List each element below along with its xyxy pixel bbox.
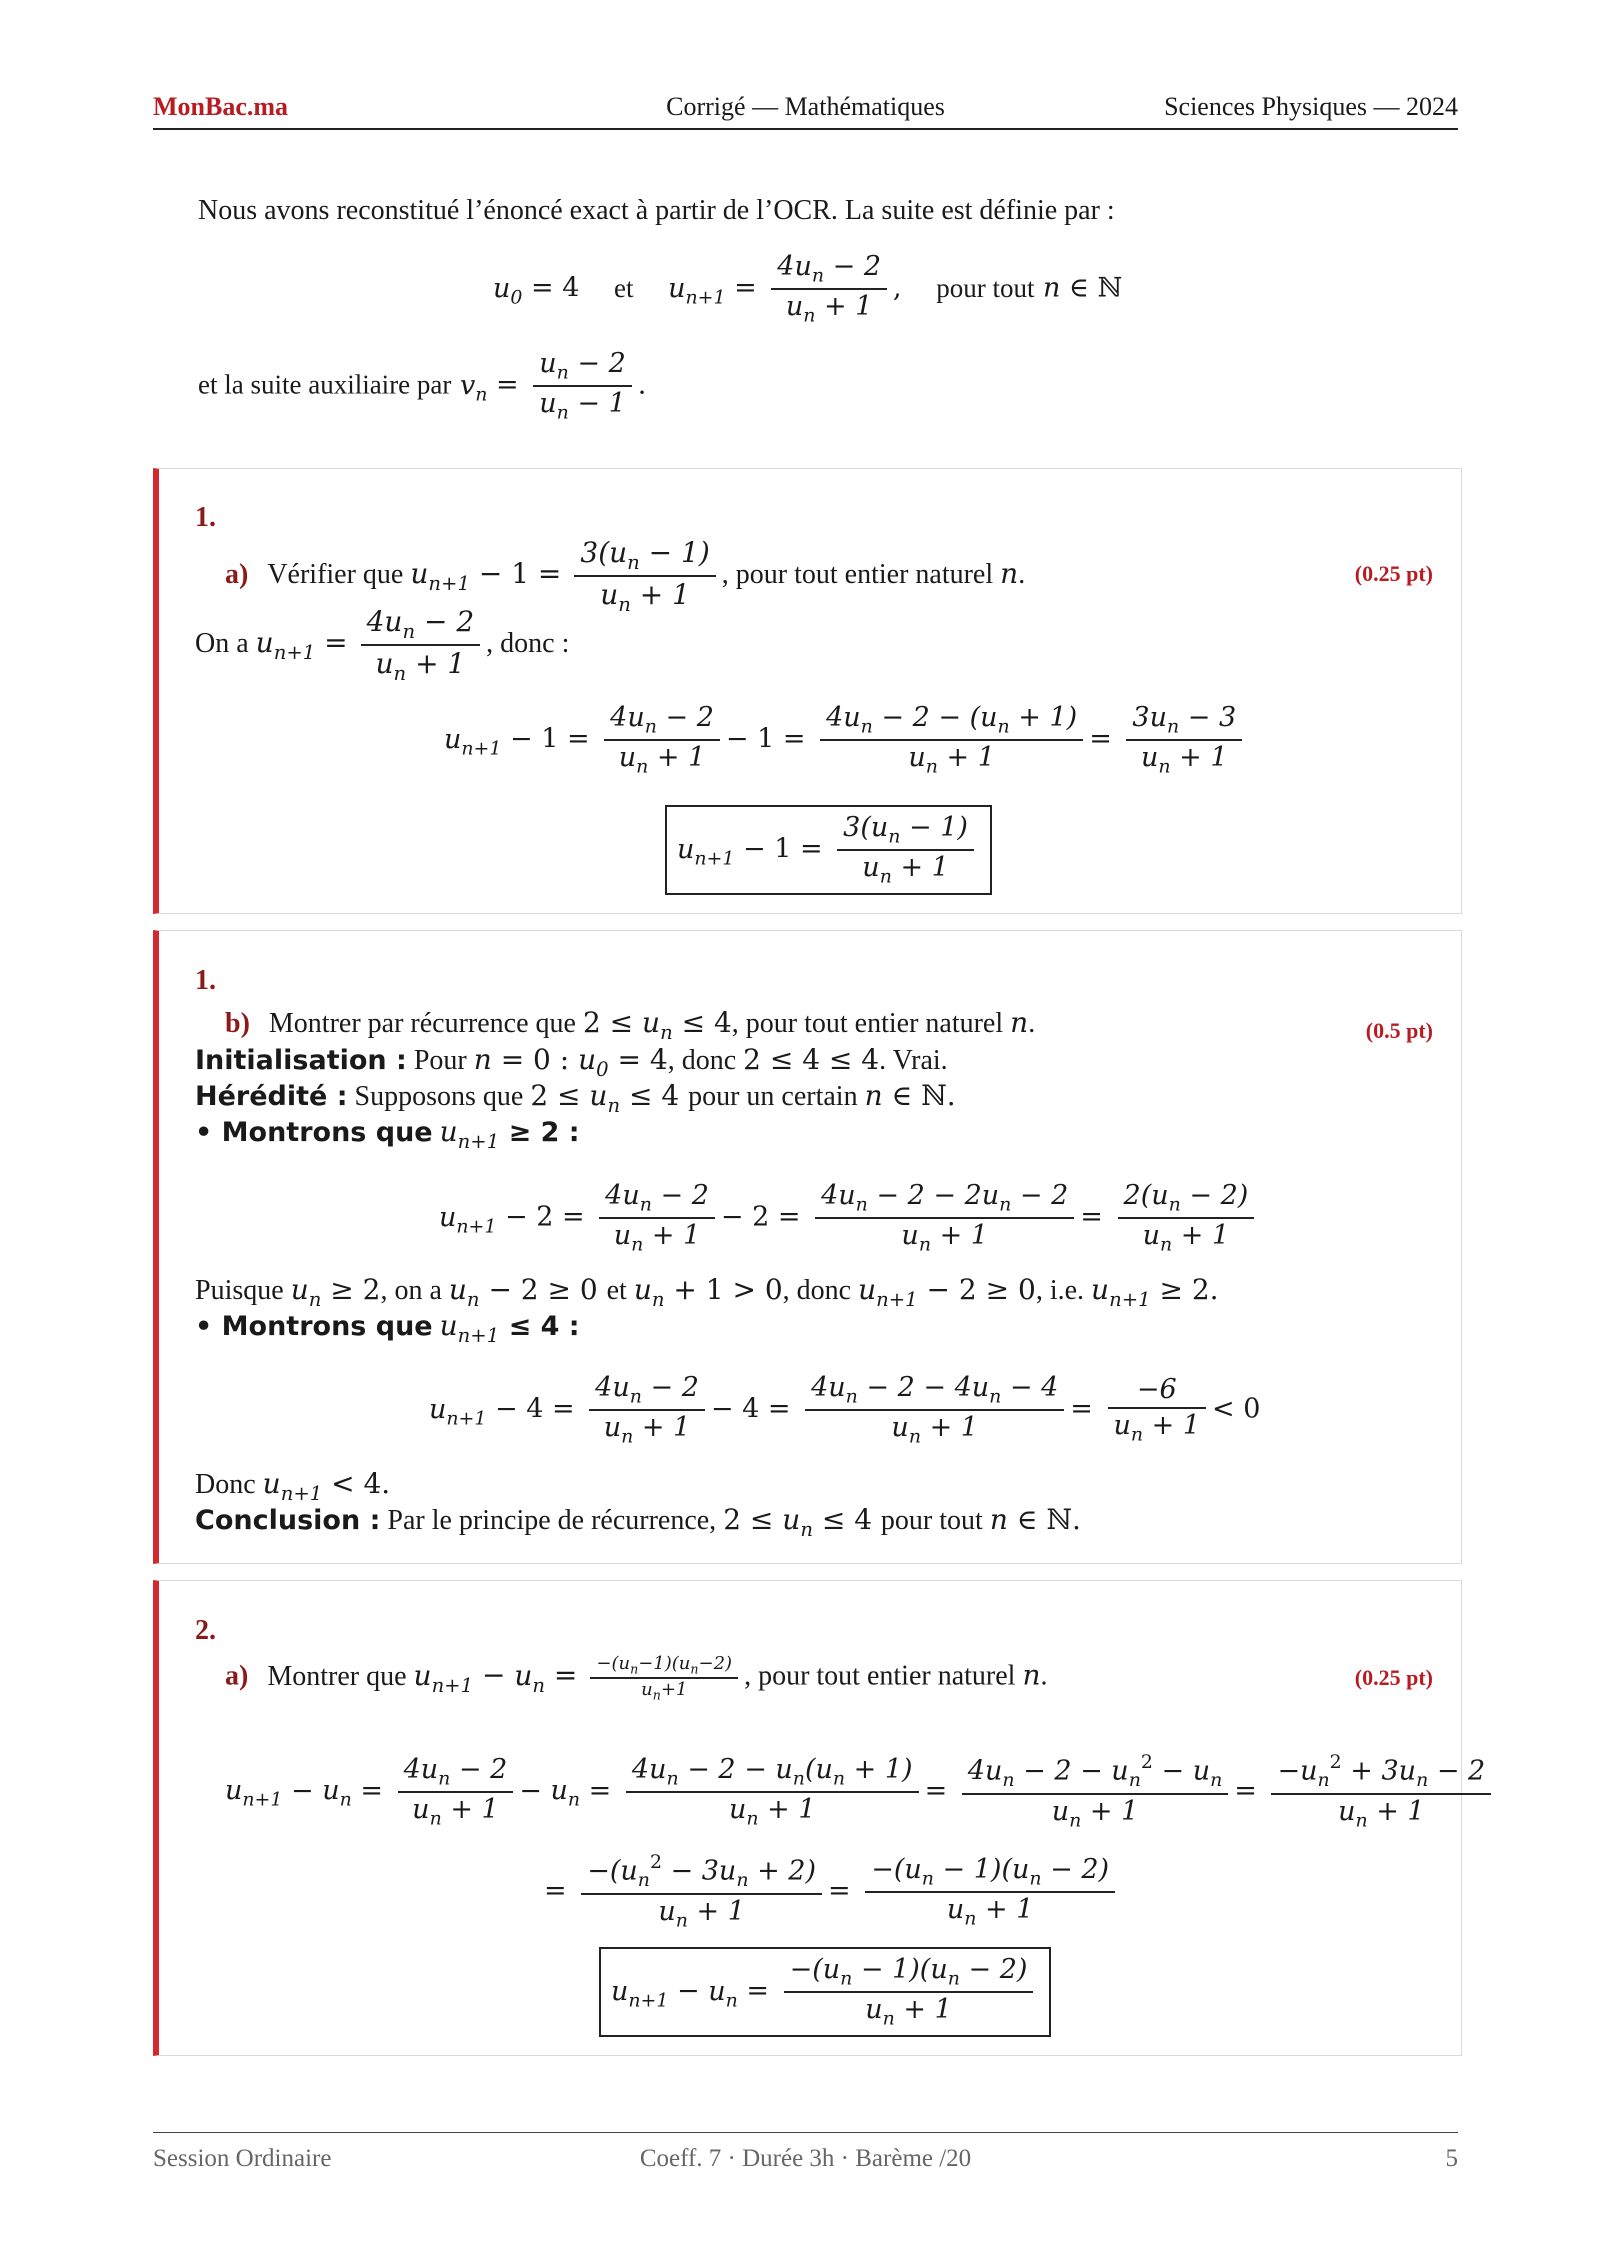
points-badge: (0.5 pt) [1365, 1018, 1433, 1043]
given-relation: On a $u_{n+1}$ = $\frac{4u_n - 2}{u_n + 1}$ , donc : [195, 605, 570, 686]
question-number: 2. [195, 1615, 216, 1646]
show-upper-bound: • Montrons que $u_{n+1} \le 4$ : [195, 1309, 580, 1347]
initialisation: Initialisation : Pour n = 0 : $u_0 = 4$, donc 2 ≤ 4 ≤ 4. Vrai. [195, 1043, 948, 1081]
question-2a-box [153, 1580, 1486, 2056]
sequence-definition: $u_0 = 4$ et $u_{n+1}$ = $\frac{4u_n - 2}{u_n + 1}$ , pour tout n ∈ ℕ [493, 251, 1123, 327]
intro-line: Nous avons reconstitué l’énoncé exact à partir de l’OCR. La suite est définie par : [198, 195, 1115, 226]
footer-session: Session Ordinaire [153, 2145, 332, 2172]
sign-argument: Puisque $u_n \ge 2$, on a $u_n - 2 \ge 0$ et $u_n + 1 > 0$, donc $u_{n+1} - 2 \ge 0$, i.e. $u_{n+1} \ge 2$. [195, 1273, 1219, 1311]
show-lower-bound: • Montrons que $u_{n+1} \ge 2$ : [195, 1115, 580, 1153]
derivation-upper: $u_{n+1} - 4$ = $\frac{4u_n - 2}{u_n + 1}$ − 4 = $\frac{4u_n - 2 - 4u_n - 4}{u_n + 1}$ = $\frac{-6}{u_n + 1}$ < 0 [429, 1372, 1261, 1448]
derivation-lower: $u_{n+1} - 2$ = $\frac{4u_n - 2}{u_n + 1}$ − 2 = $\frac{4u_n - 2 - 2u_n - 2}{u_n + 1}$ = $\frac{2(u_n - 2)}{u_n + 1}$ [439, 1179, 1260, 1257]
question-number: 1. [195, 965, 216, 996]
footer-info: Coeff. 7 · Durée 3h · Barème /20 [639, 2145, 972, 2172]
header-title: Corrigé — Mathématiques [666, 92, 945, 121]
question-1b-box [153, 930, 1462, 1564]
conclusion: Conclusion : Par le principe de récurrence, $2 \le u_n \le 4$ pour tout n ∈ ℕ. [195, 1503, 1081, 1541]
derivation-2a-line2: = $\frac{-(u_n^2 - 3u_n + 2)}{u_n + 1}$ = $\frac{-(u_n - 1)(u_n - 2)}{u_n + 1}$ [544, 1851, 1121, 1933]
question-number: 1. [195, 502, 216, 533]
points-badge: (0.25 pt) [1354, 561, 1433, 586]
question-statement: a) Montrer que $u_{n+1} - u_n$ = $\frac{-(u_n-1)(u_n-2)}{u_n+1}$ , pour tout entier naturel n. [225, 1653, 1048, 1703]
page-footer [153, 2132, 1458, 2172]
points-badge: (0.25 pt) [1354, 1665, 1433, 1690]
brand-name: MonBac.ma [153, 92, 289, 121]
question-statement: a) Vérifier que $u_{n+1} - 1$ = $\frac{3(u_n - 1)}{u_n + 1}$ , pour tout entier naturel n. [225, 536, 1026, 617]
page-header [153, 88, 1458, 130]
upper-conclusion: Donc $u_{n+1} < 4$. [195, 1467, 391, 1505]
auxiliary-definition: et la suite auxiliaire par $v_n$ = $\frac{u_n - 2}{u_n - 1}$ . [198, 348, 647, 424]
result-1a: $u_{n+1} - 1$ = $\frac{3(u_n - 1)}{u_n + 1}$ [665, 805, 992, 895]
derivation-2a-line1: $u_{n+1} - u_n$ = $\frac{4u_n - 2}{u_n + 1}$ − $u_n$ = $\frac{4u_n - 2 - u_n(u_n + 1)}{u_n + 1}$ = $\frac{4u_n - 2 - u_n^2 - u_n}{u_n + 1}$ = $\frac{-u_n^2 + 3u_n - 2}{u_n + 1}$ [225, 1751, 1497, 1833]
question-1a-box [153, 468, 1462, 914]
question-statement: b) Montrer par récurrence que $2 \le u_n \le 4$, pour tout entier naturel n. [225, 1006, 1036, 1044]
result-2a: $u_{n+1} - u_n$ = $\frac{-(u_n - 1)(u_n - 2)}{u_n + 1}$ [599, 1947, 1051, 2037]
header-subject: Sciences Physiques — 2024 [1164, 92, 1458, 121]
derivation-1a: $u_{n+1} - 1$ = $\frac{4u_n - 2}{u_n + 1}$ − 1 = $\frac{4u_n - 2 - (u_n + 1)}{u_n + 1}$ = $\frac{3u_n - 3}{u_n + 1}$ [444, 701, 1248, 779]
page-number: 5 [1445, 2145, 1458, 2172]
heredite: Hérédité : Supposons que $2 \le u_n \le 4$ pour un certain n ∈ ℕ. [195, 1079, 956, 1117]
